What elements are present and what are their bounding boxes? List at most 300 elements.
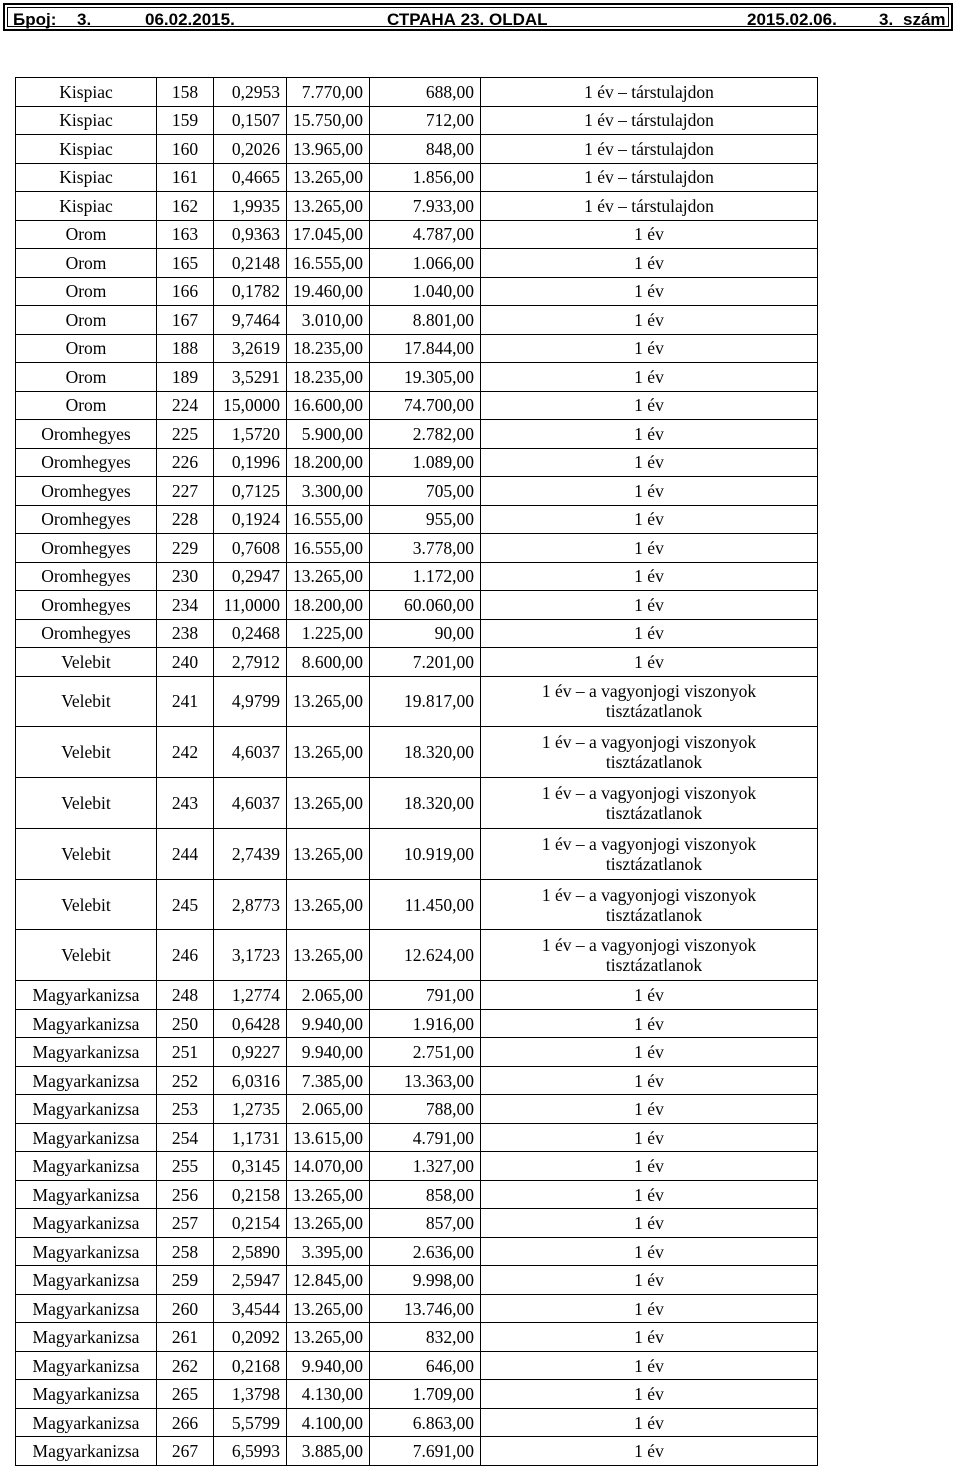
parcel-number-cell: 160: [157, 135, 214, 164]
table-row: [16, 676, 818, 727]
lease-note-cell: 1 év: [481, 1408, 818, 1437]
table-row: [16, 163, 818, 192]
cadastral-municipality-cell: Orom: [16, 391, 157, 420]
parcel-number-cell: 228: [157, 505, 214, 534]
lease-note-cell: 1 év: [481, 1009, 818, 1038]
area-ha-cell: 5,5799: [214, 1408, 287, 1437]
table-row: [16, 1380, 818, 1409]
cadastral-municipality-cell: Orom: [16, 249, 157, 278]
lease-note-cell: 1 év: [481, 505, 818, 534]
lease-note-cell: 1 év: [481, 1437, 818, 1466]
parcel-number-cell: 238: [157, 619, 214, 648]
lease-note-cell: 1 év: [481, 1209, 818, 1238]
total-price-cell: 18.320,00: [370, 727, 481, 778]
cadastral-municipality-cell: Oromhegyes: [16, 591, 157, 620]
cadastral-municipality-cell: Velebit: [16, 930, 157, 981]
page-number: СТРАНА 23. OLDAL: [387, 10, 548, 29]
parcel-number-cell: 241: [157, 676, 214, 727]
total-price-cell: 848,00: [370, 135, 481, 164]
table-row: [16, 306, 818, 335]
total-price-cell: 12.624,00: [370, 930, 481, 981]
lease-note-cell: 1 év: [481, 1066, 818, 1095]
lease-note-cell: [481, 778, 818, 829]
price-per-ha-cell: 13.265,00: [287, 1323, 370, 1352]
table-row: [16, 1066, 818, 1095]
area-ha-cell: 3,4544: [214, 1294, 287, 1323]
cadastral-municipality-cell: Oromhegyes: [16, 562, 157, 591]
cadastral-municipality-cell: Kispiac: [16, 78, 157, 107]
parcel-number-cell: 158: [157, 78, 214, 107]
cadastral-municipality-cell: Oromhegyes: [16, 534, 157, 563]
total-price-cell: 2.782,00: [370, 420, 481, 449]
total-price-cell: 19.817,00: [370, 676, 481, 727]
price-per-ha-cell: 13.265,00: [287, 930, 370, 981]
parcel-number-cell: 259: [157, 1266, 214, 1295]
price-per-ha-cell: 19.460,00: [287, 277, 370, 306]
price-per-ha-cell: 18.235,00: [287, 363, 370, 392]
table-row: [16, 727, 818, 778]
cadastral-municipality-cell: Velebit: [16, 778, 157, 829]
table-row: [16, 448, 818, 477]
parcel-number-cell: 261: [157, 1323, 214, 1352]
cadastral-municipality-cell: Velebit: [16, 676, 157, 727]
total-price-cell: 1.916,00: [370, 1009, 481, 1038]
total-price-cell: 8.801,00: [370, 306, 481, 335]
total-price-cell: 60.060,00: [370, 591, 481, 620]
total-price-cell: 857,00: [370, 1209, 481, 1238]
parcel-number-cell: 250: [157, 1009, 214, 1038]
price-per-ha-cell: 18.200,00: [287, 591, 370, 620]
parcel-number-cell: 165: [157, 249, 214, 278]
lease-note-line: tisztázatlanok: [605, 853, 703, 874]
lease-note-cell: 1 év: [481, 1123, 818, 1152]
table-row: [16, 505, 818, 534]
table-row: [16, 1408, 818, 1437]
table-row: [16, 249, 818, 278]
area-ha-cell: 2,8773: [214, 879, 287, 930]
total-price-cell: 2.636,00: [370, 1237, 481, 1266]
total-price-cell: 90,00: [370, 619, 481, 648]
total-price-cell: 3.778,00: [370, 534, 481, 563]
total-price-cell: 705,00: [370, 477, 481, 506]
parcel-number-cell: 162: [157, 192, 214, 221]
area-ha-cell: 15,0000: [214, 391, 287, 420]
parcel-number-cell: 266: [157, 1408, 214, 1437]
price-per-ha-cell: 7.770,00: [287, 78, 370, 107]
parcel-number-cell: 225: [157, 420, 214, 449]
price-per-ha-cell: 16.555,00: [287, 249, 370, 278]
lease-note-cell: 1 év: [481, 391, 818, 420]
lease-note-line: 1 év – a vagyonjogi viszonyok: [541, 833, 757, 854]
parcel-number-cell: 246: [157, 930, 214, 981]
issue-number-sr: 3.: [77, 10, 92, 29]
total-price-cell: 17.844,00: [370, 334, 481, 363]
lease-note-line: 1 év – a vagyonjogi viszonyok: [541, 935, 757, 956]
cadastral-municipality-cell: Magyarkanizsa: [16, 1437, 157, 1466]
parcel-number-cell: 229: [157, 534, 214, 563]
price-per-ha-cell: 13.265,00: [287, 163, 370, 192]
table-row: [16, 1095, 818, 1124]
lease-note-cell: [481, 828, 818, 879]
area-ha-cell: 1,2735: [214, 1095, 287, 1124]
parcel-number-cell: 188: [157, 334, 214, 363]
cadastral-municipality-cell: Magyarkanizsa: [16, 1237, 157, 1266]
area-ha-cell: 0,2154: [214, 1209, 287, 1238]
table-row: [16, 1237, 818, 1266]
parcel-number-cell: 245: [157, 879, 214, 930]
area-ha-cell: 2,5947: [214, 1266, 287, 1295]
total-price-cell: 1.040,00: [370, 277, 481, 306]
parcel-number-cell: 265: [157, 1380, 214, 1409]
table-row: [16, 363, 818, 392]
lease-note-cell: 1 év: [481, 477, 818, 506]
parcel-number-cell: 256: [157, 1180, 214, 1209]
price-per-ha-cell: 12.845,00: [287, 1266, 370, 1295]
table-row: [16, 1180, 818, 1209]
lease-note-cell: 1 év: [481, 277, 818, 306]
table-row: [16, 1038, 818, 1067]
total-price-cell: 712,00: [370, 106, 481, 135]
cadastral-municipality-cell: Magyarkanizsa: [16, 1095, 157, 1124]
table-row: [16, 1437, 818, 1466]
cadastral-municipality-cell: Kispiac: [16, 106, 157, 135]
total-price-cell: 955,00: [370, 505, 481, 534]
parcel-number-cell: 240: [157, 648, 214, 677]
total-price-cell: 19.305,00: [370, 363, 481, 392]
parcel-number-cell: 226: [157, 448, 214, 477]
table-row: [16, 778, 818, 829]
cadastral-municipality-cell: Oromhegyes: [16, 505, 157, 534]
issue-label-hu: szám: [903, 10, 946, 29]
parcel-number-cell: 262: [157, 1351, 214, 1380]
price-per-ha-cell: 13.265,00: [287, 879, 370, 930]
lease-note-line: 1 év – a vagyonjogi viszonyok: [541, 732, 757, 753]
price-per-ha-cell: 14.070,00: [287, 1152, 370, 1181]
area-ha-cell: 4,6037: [214, 778, 287, 829]
cadastral-municipality-cell: Magyarkanizsa: [16, 1266, 157, 1295]
lease-note-cell: 1 év: [481, 448, 818, 477]
table-row: [16, 1351, 818, 1380]
lease-note-line: 1 év – a vagyonjogi viszonyok: [541, 782, 757, 803]
parcel-number-cell: 248: [157, 981, 214, 1010]
lease-note-cell: 1 év: [481, 334, 818, 363]
cadastral-municipality-cell: Velebit: [16, 828, 157, 879]
lease-note-cell: 1 év: [481, 220, 818, 249]
cadastral-municipality-cell: Oromhegyes: [16, 477, 157, 506]
table-row: [16, 1152, 818, 1181]
table-row: [16, 879, 818, 930]
price-per-ha-cell: 13.265,00: [287, 727, 370, 778]
area-ha-cell: 3,5291: [214, 363, 287, 392]
area-ha-cell: 1,2774: [214, 981, 287, 1010]
table-row: [16, 1323, 818, 1352]
price-per-ha-cell: 18.235,00: [287, 334, 370, 363]
lease-note-line: tisztázatlanok: [605, 752, 703, 773]
lease-note-line: tisztázatlanok: [605, 802, 703, 823]
parcel-number-cell: 255: [157, 1152, 214, 1181]
price-per-ha-cell: 13.265,00: [287, 676, 370, 727]
lease-note-cell: [481, 676, 818, 727]
area-ha-cell: 3,1723: [214, 930, 287, 981]
lease-note-cell: 1 év: [481, 619, 818, 648]
price-per-ha-cell: 16.555,00: [287, 534, 370, 563]
table-row: [16, 220, 818, 249]
price-per-ha-cell: 3.885,00: [287, 1437, 370, 1466]
price-per-ha-cell: 5.900,00: [287, 420, 370, 449]
price-per-ha-cell: 1.225,00: [287, 619, 370, 648]
parcel-number-cell: 251: [157, 1038, 214, 1067]
lease-note-cell: 1 év: [481, 562, 818, 591]
cadastral-municipality-cell: Magyarkanizsa: [16, 1323, 157, 1352]
total-price-cell: 791,00: [370, 981, 481, 1010]
total-price-cell: 1.856,00: [370, 163, 481, 192]
area-ha-cell: 0,7608: [214, 534, 287, 563]
lease-note-line: tisztázatlanok: [605, 955, 703, 976]
total-price-cell: 788,00: [370, 1095, 481, 1124]
price-per-ha-cell: 4.100,00: [287, 1408, 370, 1437]
cadastral-municipality-cell: Velebit: [16, 648, 157, 677]
price-per-ha-cell: 9.940,00: [287, 1351, 370, 1380]
cadastral-municipality-cell: Kispiac: [16, 135, 157, 164]
area-ha-cell: 0,2947: [214, 562, 287, 591]
lease-note-cell: 1 év: [481, 1294, 818, 1323]
lease-note-cell: [481, 879, 818, 930]
total-price-cell: 6.863,00: [370, 1408, 481, 1437]
cadastral-municipality-cell: Magyarkanizsa: [16, 1038, 157, 1067]
total-price-cell: 646,00: [370, 1351, 481, 1380]
cadastral-municipality-cell: Magyarkanizsa: [16, 1380, 157, 1409]
lease-note-line: 1 év – a vagyonjogi viszonyok: [541, 884, 757, 905]
cadastral-municipality-cell: Magyarkanizsa: [16, 1294, 157, 1323]
total-price-cell: 832,00: [370, 1323, 481, 1352]
area-ha-cell: 0,1507: [214, 106, 287, 135]
total-price-cell: 688,00: [370, 78, 481, 107]
table-row: [16, 534, 818, 563]
lease-note-cell: 1 év: [481, 420, 818, 449]
area-ha-cell: 0,4665: [214, 163, 287, 192]
price-per-ha-cell: 17.045,00: [287, 220, 370, 249]
parcel-number-cell: 258: [157, 1237, 214, 1266]
area-ha-cell: 0,2468: [214, 619, 287, 648]
cadastral-municipality-cell: Magyarkanizsa: [16, 1209, 157, 1238]
total-price-cell: 11.450,00: [370, 879, 481, 930]
cadastral-municipality-cell: Magyarkanizsa: [16, 1152, 157, 1181]
price-per-ha-cell: 13.265,00: [287, 778, 370, 829]
total-price-cell: 7.933,00: [370, 192, 481, 221]
price-per-ha-cell: 2.065,00: [287, 1095, 370, 1124]
lease-note-cell: 1 év: [481, 1180, 818, 1209]
cadastral-municipality-cell: Orom: [16, 277, 157, 306]
area-ha-cell: 6,0316: [214, 1066, 287, 1095]
table-row: [16, 192, 818, 221]
lease-note-cell: 1 év – társtulajdon: [481, 135, 818, 164]
cadastral-municipality-cell: Magyarkanizsa: [16, 981, 157, 1010]
price-per-ha-cell: 15.750,00: [287, 106, 370, 135]
cadastral-municipality-cell: Oromhegyes: [16, 619, 157, 648]
price-per-ha-cell: 9.940,00: [287, 1009, 370, 1038]
price-per-ha-cell: 13.965,00: [287, 135, 370, 164]
area-ha-cell: 0,1996: [214, 448, 287, 477]
lease-note-cell: 1 év: [481, 1095, 818, 1124]
price-per-ha-cell: 8.600,00: [287, 648, 370, 677]
lease-note-cell: 1 év – társtulajdon: [481, 192, 818, 221]
area-ha-cell: 0,9227: [214, 1038, 287, 1067]
total-price-cell: 10.919,00: [370, 828, 481, 879]
cadastral-municipality-cell: Kispiac: [16, 192, 157, 221]
area-ha-cell: 1,3798: [214, 1380, 287, 1409]
area-ha-cell: 1,1731: [214, 1123, 287, 1152]
area-ha-cell: 4,6037: [214, 727, 287, 778]
issue-number-hu: 3.: [879, 10, 894, 29]
cadastral-municipality-cell: Orom: [16, 363, 157, 392]
lease-note-cell: 1 év: [481, 648, 818, 677]
cadastral-municipality-cell: Magyarkanizsa: [16, 1180, 157, 1209]
parcel-number-cell: 234: [157, 591, 214, 620]
price-per-ha-cell: 13.265,00: [287, 192, 370, 221]
cadastral-municipality-cell: Kispiac: [16, 163, 157, 192]
area-ha-cell: 0,2953: [214, 78, 287, 107]
parcel-number-cell: 260: [157, 1294, 214, 1323]
area-ha-cell: 0,2148: [214, 249, 287, 278]
cadastral-municipality-cell: Magyarkanizsa: [16, 1123, 157, 1152]
cadastral-municipality-cell: Magyarkanizsa: [16, 1408, 157, 1437]
table-row: [16, 1209, 818, 1238]
lease-note-cell: 1 év: [481, 1266, 818, 1295]
total-price-cell: 18.320,00: [370, 778, 481, 829]
table-row: [16, 1266, 818, 1295]
table-row: [16, 106, 818, 135]
price-per-ha-cell: 2.065,00: [287, 981, 370, 1010]
area-ha-cell: 0,2026: [214, 135, 287, 164]
total-price-cell: 4.791,00: [370, 1123, 481, 1152]
parcel-number-cell: 230: [157, 562, 214, 591]
lease-note-cell: 1 év: [481, 1351, 818, 1380]
table-row: [16, 1294, 818, 1323]
total-price-cell: 1.172,00: [370, 562, 481, 591]
cadastral-municipality-cell: Magyarkanizsa: [16, 1351, 157, 1380]
price-per-ha-cell: 16.600,00: [287, 391, 370, 420]
table-row: [16, 562, 818, 591]
issue-date-hu: 2015.02.06.: [747, 10, 837, 29]
total-price-cell: 7.691,00: [370, 1437, 481, 1466]
lease-note-line: tisztázatlanok: [605, 904, 703, 925]
total-price-cell: 2.751,00: [370, 1038, 481, 1067]
parcel-number-cell: 227: [157, 477, 214, 506]
total-price-cell: 1.709,00: [370, 1380, 481, 1409]
cadastral-municipality-cell: Oromhegyes: [16, 448, 157, 477]
lease-note-cell: 1 év: [481, 1237, 818, 1266]
table-row: [16, 135, 818, 164]
total-price-cell: 13.363,00: [370, 1066, 481, 1095]
parcel-number-cell: 243: [157, 778, 214, 829]
cadastral-municipality-cell: Orom: [16, 306, 157, 335]
area-ha-cell: 0,1924: [214, 505, 287, 534]
cadastral-municipality-cell: Velebit: [16, 879, 157, 930]
issue-label-sr: Број:: [13, 10, 57, 29]
table-row: [16, 334, 818, 363]
parcel-number-cell: 267: [157, 1437, 214, 1466]
total-price-cell: 1.327,00: [370, 1152, 481, 1181]
table-row: [16, 477, 818, 506]
price-per-ha-cell: 13.265,00: [287, 1180, 370, 1209]
land-lease-table: [15, 77, 818, 1466]
parcel-number-cell: 166: [157, 277, 214, 306]
area-ha-cell: 0,2168: [214, 1351, 287, 1380]
lease-note-cell: 1 év: [481, 249, 818, 278]
area-ha-cell: 1,5720: [214, 420, 287, 449]
lease-note-cell: 1 év: [481, 306, 818, 335]
area-ha-cell: 1,9935: [214, 192, 287, 221]
parcel-number-cell: 252: [157, 1066, 214, 1095]
lease-note-cell: 1 év: [481, 1380, 818, 1409]
cadastral-municipality-cell: Oromhegyes: [16, 420, 157, 449]
table-row: [16, 420, 818, 449]
total-price-cell: 858,00: [370, 1180, 481, 1209]
issue-date-sr: 06.02.2015.: [145, 10, 235, 29]
price-per-ha-cell: 13.265,00: [287, 1294, 370, 1323]
table-row: [16, 1123, 818, 1152]
parcel-number-cell: 224: [157, 391, 214, 420]
area-ha-cell: 0,9363: [214, 220, 287, 249]
parcel-number-cell: 253: [157, 1095, 214, 1124]
total-price-cell: 4.787,00: [370, 220, 481, 249]
parcel-number-cell: 242: [157, 727, 214, 778]
area-ha-cell: 0,3145: [214, 1152, 287, 1181]
area-ha-cell: 2,7912: [214, 648, 287, 677]
total-price-cell: 74.700,00: [370, 391, 481, 420]
table-row: [16, 981, 818, 1010]
price-per-ha-cell: 7.385,00: [287, 1066, 370, 1095]
total-price-cell: 9.998,00: [370, 1266, 481, 1295]
parcel-number-cell: 189: [157, 363, 214, 392]
cadastral-municipality-cell: Orom: [16, 220, 157, 249]
table-row: [16, 648, 818, 677]
total-price-cell: 1.066,00: [370, 249, 481, 278]
area-ha-cell: 6,5993: [214, 1437, 287, 1466]
price-per-ha-cell: 4.130,00: [287, 1380, 370, 1409]
parcel-number-cell: 167: [157, 306, 214, 335]
page-header: [3, 3, 953, 31]
parcel-number-cell: 163: [157, 220, 214, 249]
area-ha-cell: 0,2158: [214, 1180, 287, 1209]
cadastral-municipality-cell: Magyarkanizsa: [16, 1066, 157, 1095]
price-per-ha-cell: 18.200,00: [287, 448, 370, 477]
cadastral-municipality-cell: Magyarkanizsa: [16, 1009, 157, 1038]
parcel-number-cell: 161: [157, 163, 214, 192]
cadastral-municipality-cell: Orom: [16, 334, 157, 363]
lease-note-cell: 1 év: [481, 591, 818, 620]
table-row: [16, 930, 818, 981]
price-per-ha-cell: 3.395,00: [287, 1237, 370, 1266]
lease-note-line: 1 év – a vagyonjogi viszonyok: [541, 681, 757, 702]
price-per-ha-cell: 13.615,00: [287, 1123, 370, 1152]
lease-note-cell: 1 év – társtulajdon: [481, 106, 818, 135]
price-per-ha-cell: 3.010,00: [287, 306, 370, 335]
lease-note-cell: 1 év: [481, 1038, 818, 1067]
price-per-ha-cell: 13.265,00: [287, 1209, 370, 1238]
parcel-number-cell: 254: [157, 1123, 214, 1152]
table-row: [16, 828, 818, 879]
total-price-cell: 7.201,00: [370, 648, 481, 677]
total-price-cell: 1.089,00: [370, 448, 481, 477]
parcel-number-cell: 159: [157, 106, 214, 135]
table-row: [16, 78, 818, 107]
area-ha-cell: 2,7439: [214, 828, 287, 879]
table-row: [16, 391, 818, 420]
lease-note-cell: 1 év: [481, 534, 818, 563]
price-per-ha-cell: 13.265,00: [287, 562, 370, 591]
area-ha-cell: 0,2092: [214, 1323, 287, 1352]
